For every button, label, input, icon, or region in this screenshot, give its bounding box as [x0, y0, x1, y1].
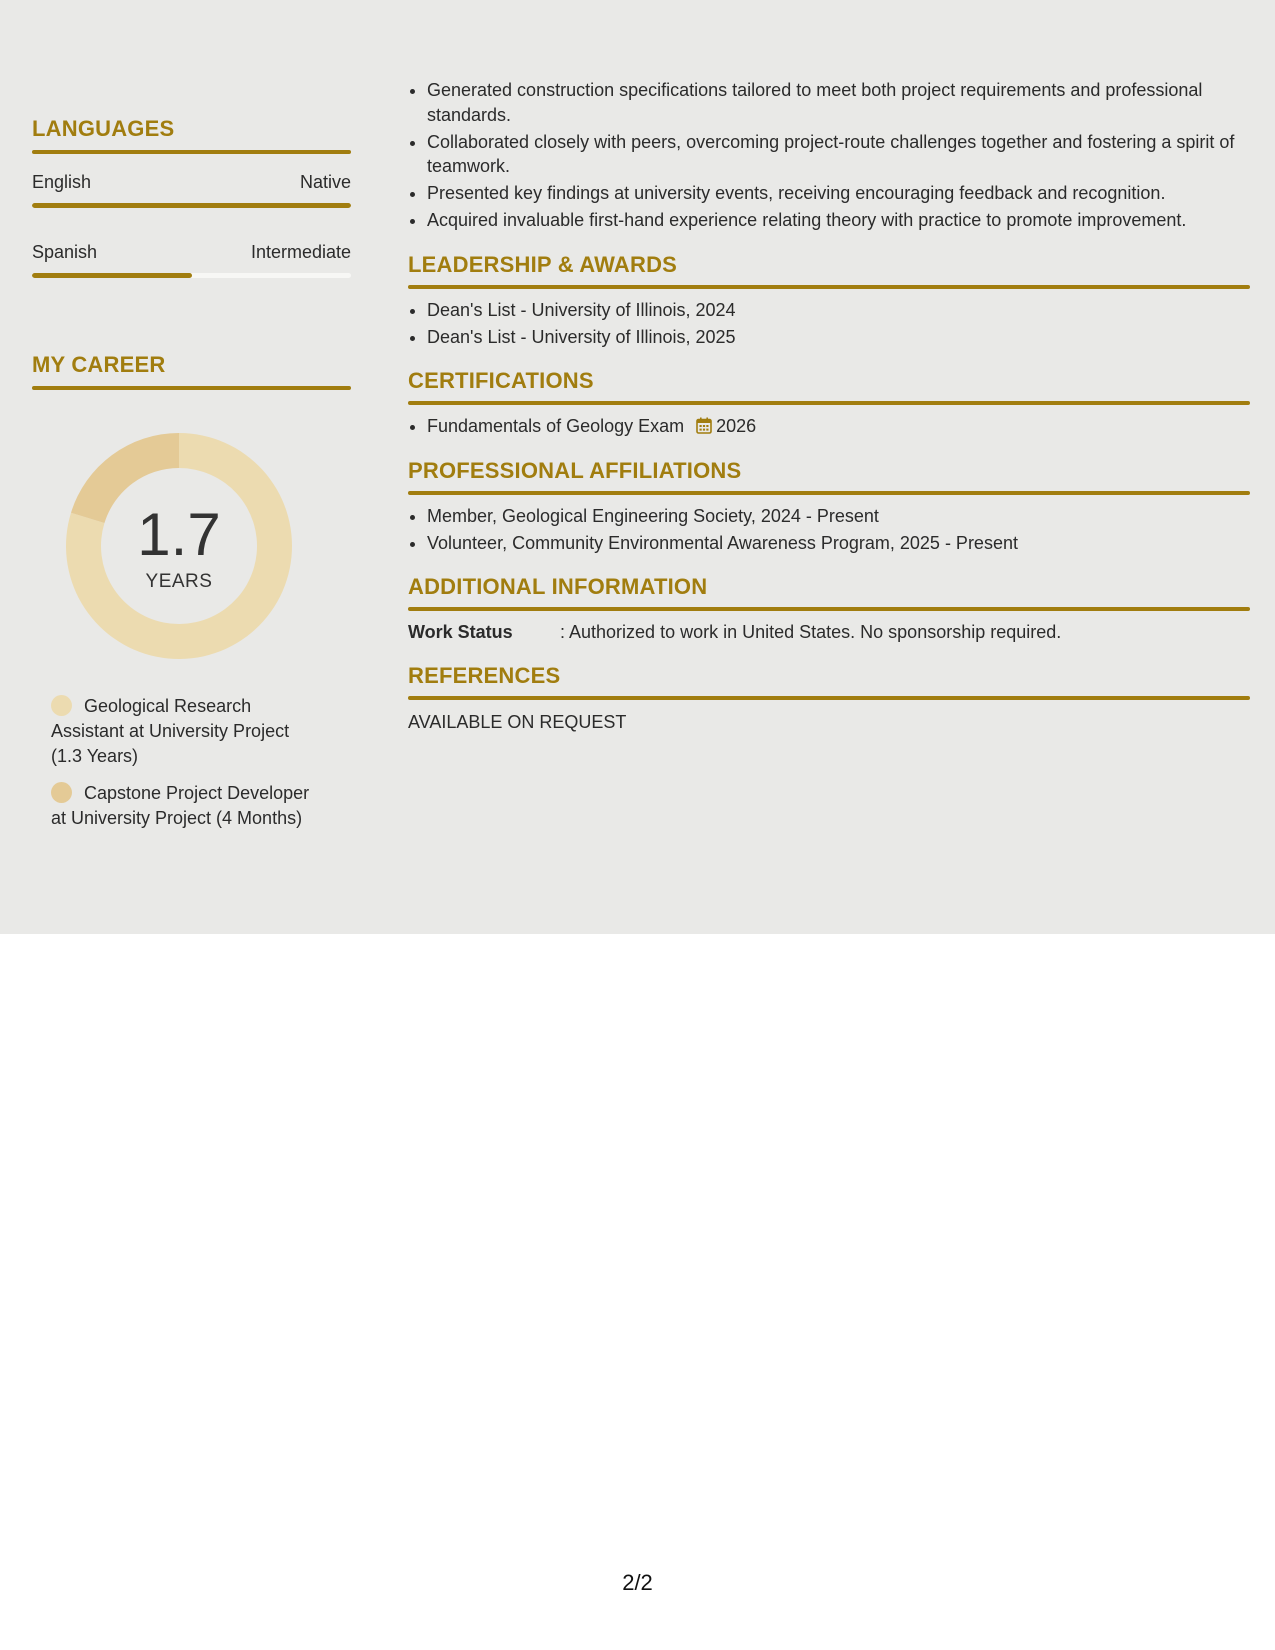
legend-label: Geological Research Assistant at University Project (1.3 Years): [51, 696, 290, 766]
list-item: [427, 414, 1250, 439]
info-key: Work Status: [408, 622, 513, 642]
legend-item: [51, 781, 321, 831]
list-item: • Presented key findings at university events, receiving encouraging feedback and recognition.: [427, 181, 1250, 206]
info-value: : Authorized to work in United States. No sponsorship required.: [560, 622, 1062, 642]
section-divider: [408, 285, 1250, 289]
section-title: CERTIFICATIONS: [408, 368, 594, 393]
references-text: AVAILABLE ON REQUEST: [408, 712, 627, 732]
proficiency-bar: [32, 273, 351, 278]
legend-label: Capstone Project Developer at University Project (4 Months): [51, 783, 310, 828]
section-title: LEADERSHIP & AWARDS: [408, 251, 678, 277]
calendar-icon: [696, 417, 712, 434]
page-number: 2/2: [622, 1570, 653, 1595]
language-name: Spanish: [32, 242, 98, 262]
list-item: • Generated construction specifications tailored to meet both project requirements and professional standards.: [427, 78, 1250, 127]
section-divider: [408, 696, 1250, 700]
language-level: Native: [299, 172, 351, 192]
affiliations-section: [408, 458, 1250, 556]
career-total-unit: YEARS: [145, 571, 213, 592]
legend-swatch: [51, 695, 72, 716]
certifications-section: [408, 368, 1250, 439]
leadership-section: [408, 252, 1250, 350]
language-item-english: [32, 170, 351, 208]
experience-bullets: [408, 78, 1250, 233]
language-item-spanish: [32, 240, 351, 278]
section-divider: [32, 386, 351, 390]
career-donut-chart: [66, 433, 292, 659]
left-column: [32, 116, 351, 843]
proficiency-bar-fill: [32, 203, 351, 208]
section-title: ADDITIONAL INFORMATION: [408, 574, 708, 599]
proficiency-bar: [32, 203, 351, 208]
certification-name: Fundamentals of Geology Exam: [427, 416, 685, 436]
language-name: English: [32, 172, 92, 192]
certification-year: 2026: [716, 416, 757, 436]
list-item: • Member, Geological Engineering Society, 2024 - Present: [427, 504, 1250, 529]
list-item: • Dean's List - University of Illinois, 2025: [427, 325, 1250, 350]
references-section: [408, 663, 1250, 734]
section-title: MY CAREER: [32, 352, 166, 377]
proficiency-bar-fill: [32, 273, 192, 278]
section-divider: [408, 607, 1250, 611]
work-status-row: [408, 620, 1250, 644]
languages-section: [32, 116, 351, 278]
list-item: • Volunteer, Community Environmental Awareness Program, 2025 - Present: [427, 531, 1250, 556]
section-divider: [408, 491, 1250, 495]
section-title: LANGUAGES: [32, 116, 175, 141]
section-divider: [32, 150, 351, 154]
legend-swatch: [51, 782, 72, 803]
right-column: [408, 78, 1250, 734]
legend-item: [51, 694, 321, 769]
section-title: PROFESSIONAL AFFILIATIONS: [408, 457, 742, 483]
section-title: REFERENCES: [408, 663, 561, 688]
career-total-years: 1.7: [137, 501, 221, 568]
section-divider: [408, 401, 1250, 405]
list-item: • Dean's List - University of Illinois, 2024: [427, 298, 1250, 323]
career-legend: [51, 694, 321, 831]
list-item: • Acquired invaluable first-hand experience relating theory with practice to promote improvement.: [427, 208, 1250, 233]
list-item: • Collaborated closely with peers, overcoming project-route challenges together and fostering a spirit of teamwork.: [427, 130, 1250, 179]
additional-info-section: [408, 574, 1250, 644]
career-section: [32, 352, 351, 831]
language-level: Intermediate: [250, 242, 351, 262]
